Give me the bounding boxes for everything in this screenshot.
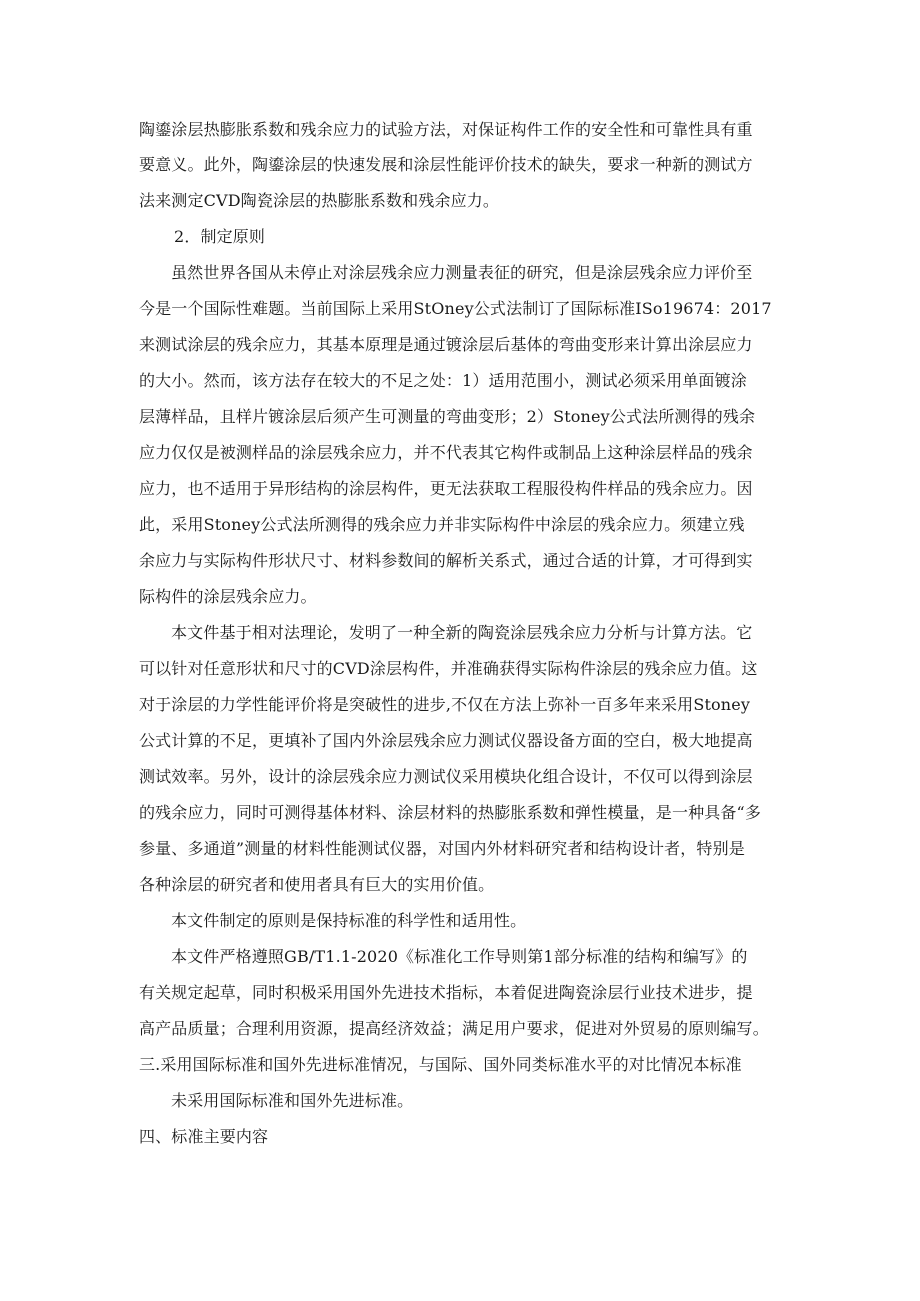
body-text-line: 本文件严格遵照GB/T1.1-2020《标准化工作导则第1部分标准的结构和编写》的	[171, 947, 748, 966]
body-text-line: 虽然世界各国从未停止对涂层残余应力测量表征的研究，但是涂层残余应力评价至	[171, 263, 753, 282]
body-text-line: 今是一个国际性难题。当前国际上采用StOney公式法制订了国际标准ISo19674：2017	[139, 299, 772, 318]
body-text-line: 层薄样品，且样片镀涂层后须产生可测量的弯曲变形；2）Stoney公式法所测得的残余	[139, 407, 756, 426]
body-text-line: 有关规定起草，同时积极采用国外先进技术指标，本着促进陶瓷涂层行业技术进步，提	[139, 983, 753, 1002]
body-text-line: 可以针对任意形状和尺寸的CVD涂层构件，并准确获得实际构件涂层的残余应力值。这	[139, 659, 758, 678]
body-text-line: 的残余应力，同时可测得基体材料、涂层材料的热膨胀系数和弹性模量，是一种具备“多	[139, 803, 762, 822]
body-text-line: 各种涂层的研究者和使用者具有巨大的实用价值。	[139, 875, 495, 894]
body-text-line: 余应力与实际构件形状尺寸、材料参数间的解析关系式，通过合适的计算，才可得到实	[139, 551, 753, 570]
body-text-line: 来测试涂层的残余应力，其基本原理是通过镀涂层后基体的弯曲变形来计算出涂层应力	[139, 335, 753, 354]
body-text-line: 此，采用Stoney公式法所测得的残余应力并非实际构件中涂层的残余应力。须建立残	[139, 515, 745, 534]
body-text-line: 要意义。此外，陶鎏涂层的快速发展和涂层性能评价技术的缺失，要求一种新的测试方	[139, 155, 753, 174]
body-text-line: 应力，也不适用于异形结构的涂层构件，更无法获取工程服役构件样品的残余应力。因	[139, 479, 753, 498]
body-text-line: 际构件的涂层残余应力。	[139, 587, 317, 606]
body-text-line: 陶鎏涂层热膨胀系数和残余应力的试验方法，对保证构件工作的安全性和可靠性具有重	[139, 120, 753, 139]
body-text-line: 本文件基于相对法理论，发明了一种全新的陶瓷涂层残余应力分析与计算方法。它	[171, 623, 753, 642]
body-text-line: 应力仅仅是被测样品的涂层残余应力，并不代表其它构件或制品上这种涂层样品的残余	[139, 443, 753, 462]
section-heading: 四、标准主要内容	[139, 1127, 269, 1146]
body-text-line: 未采用国际标准和国外先进标准。	[171, 1091, 414, 1110]
body-text-line: 参量、多通道”测量的材料性能测试仪器，对国内外材料研究者和结构设计者，特别是	[139, 839, 745, 858]
body-text-line: 对于涂层的力学性能评价将是突破性的进步,不仅在方法上弥补一百多年来采用Stoney	[139, 695, 751, 714]
body-text-line: 法来测定CVD陶瓷涂层的热膨胀系数和残余应力。	[139, 191, 500, 210]
body-text-line: 本文件制定的原则是保持标准的科学性和适用性。	[171, 911, 527, 930]
section-heading: 2．制定原则	[174, 227, 266, 246]
body-text-line: 测试效率。另外，设计的涂层残余应力测试仪采用模块化组合设计，不仅可以得到涂层	[139, 767, 753, 786]
body-text-line: 公式计算的不足，更填补了国内外涂层残余应力测试仪器设备方面的空白，极大地提高	[139, 731, 753, 750]
body-text-line: 高产品质量；合理利用资源，提高经济效益；满足用户要求，促进对外贸易的原则编写。	[139, 1019, 769, 1038]
section-heading: 三.采用国际标准和国外先进标准情况，与国际、国外同类标准水平的对比情况本标准	[139, 1055, 742, 1074]
body-text-line: 的大小。然而，该方法存在较大的不足之处：1）适用范围小，测试必须采用单面镀涂	[139, 371, 747, 390]
